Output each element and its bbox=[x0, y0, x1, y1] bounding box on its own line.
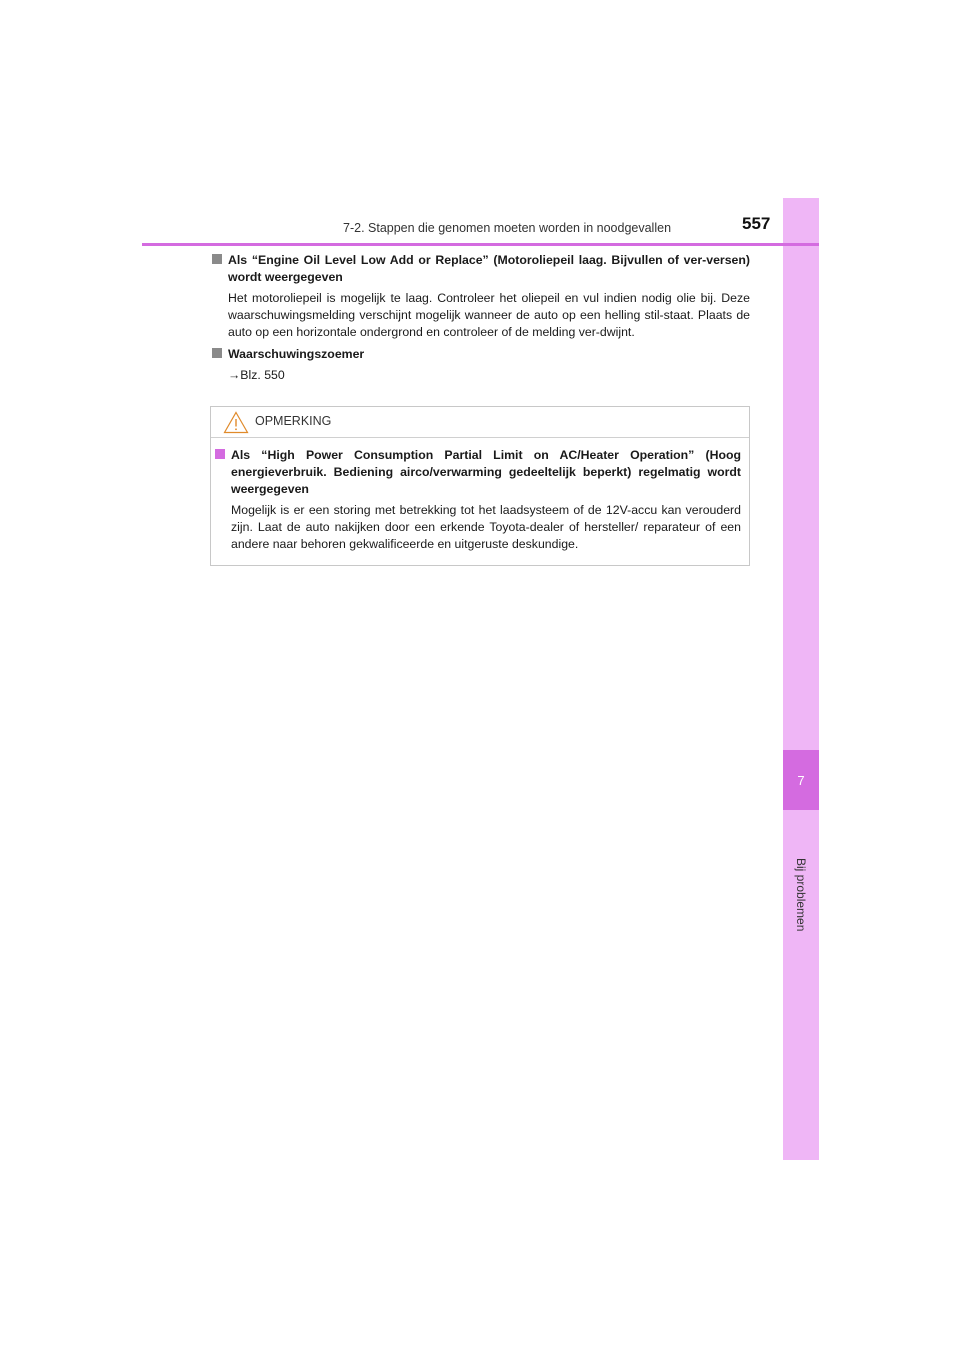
section-heading bbox=[212, 346, 750, 363]
arrow-icon: → bbox=[228, 368, 241, 382]
square-bullet-icon bbox=[212, 348, 222, 358]
chapter-label: Bij problemen bbox=[794, 858, 808, 932]
square-bullet-icon bbox=[215, 449, 225, 459]
chapter-number: 7 bbox=[797, 772, 805, 788]
chapter-tab bbox=[783, 750, 819, 810]
main-content bbox=[212, 252, 750, 384]
notice-body-text: Mogelijk is er een storing met betrekking tot het laadsysteem of de 12V-accu kan verouderd zijn. Laat de auto nakijken door een erkende Toyota-dealer of hersteller/ reparateur of een andere naar behoren gekwalificeerde en uitgeruste deskundige. bbox=[231, 503, 741, 551]
notice-heading-text: Als “High Power Consumption Partial Limit on AC/Heater Operation” (Hoog energieverbruik. Bediening airco/verwarming gedeeltelijk beperkt) regelmatig wordt weergegeven bbox=[231, 448, 741, 496]
page-number: 557 bbox=[742, 214, 771, 233]
notice-body bbox=[211, 438, 749, 553]
section-heading-text: Als “Engine Oil Level Low Add or Replace” (Motoroliepeil laag. Bijvullen of ver-versen) wordt weergegeven bbox=[228, 253, 750, 284]
notice-title: OPMERKING bbox=[255, 414, 332, 428]
notice-header bbox=[211, 407, 749, 438]
page-reference bbox=[212, 367, 750, 384]
section-heading-text: Waarschuwingszoemer bbox=[228, 347, 365, 361]
notice-heading bbox=[215, 447, 741, 498]
notice-box bbox=[210, 406, 750, 566]
header-rule bbox=[142, 243, 819, 246]
side-tab bbox=[783, 198, 819, 1160]
warning-triangle-icon bbox=[223, 411, 249, 434]
section-body: Het motoroliepeil is mogelijk te laag. Controleer het oliepeil en vul indien nodig olie bij. Deze waarschuwingsmelding verschijnt mogelijk wanneer de auto op een helling stil-staat. Plaats de auto op een horizontale ondergrond en controleer of de melding ver-dwijnt. bbox=[228, 291, 750, 339]
section-heading bbox=[212, 252, 750, 286]
page-reference-text: Blz. 550 bbox=[240, 368, 285, 382]
square-bullet-icon bbox=[212, 254, 222, 264]
header-section-title: 7-2. Stappen die genomen moeten worden in noodgevallen bbox=[343, 221, 672, 235]
